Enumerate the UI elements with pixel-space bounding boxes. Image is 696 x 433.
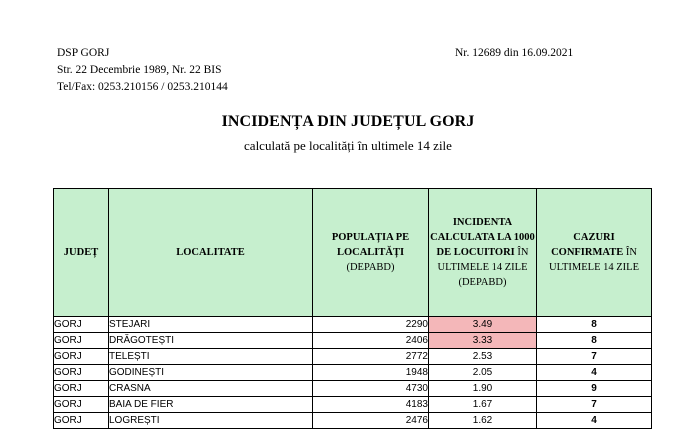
- cases-cell: 4: [537, 365, 652, 381]
- document-reference: Nr. 12689 din 16.09.2021: [455, 47, 574, 59]
- table-body: [54, 317, 652, 429]
- issuer-phone: Tel/Fax: 0253.210156 / 0253.210144: [57, 81, 228, 93]
- county-cell: GORJ: [54, 365, 109, 381]
- locality-cell: LOGREȘTI: [109, 413, 313, 429]
- county-cell: GORJ: [54, 349, 109, 365]
- header-locality: LOCALITATE: [109, 189, 313, 317]
- header-county: JUDEȚ: [54, 189, 109, 317]
- incidence-cell: 1.67: [429, 397, 537, 413]
- population-cell: 2406: [313, 333, 429, 349]
- locality-cell: DRĂGOTEȘTI: [109, 333, 313, 349]
- table-row: [54, 333, 652, 349]
- incidence-cell: 3.49: [429, 317, 537, 333]
- county-cell: GORJ: [54, 333, 109, 349]
- population-cell: 1948: [313, 365, 429, 381]
- incidence-table: [53, 188, 652, 429]
- cases-cell: 8: [537, 317, 652, 333]
- incidence-cell: 2.05: [429, 365, 537, 381]
- population-cell: 4183: [313, 397, 429, 413]
- table-row: [54, 365, 652, 381]
- incidence-cell: 1.62: [429, 413, 537, 429]
- table-row: [54, 317, 652, 333]
- population-cell: 2476: [313, 413, 429, 429]
- population-cell: 4730: [313, 381, 429, 397]
- cases-cell: 7: [537, 397, 652, 413]
- county-cell: GORJ: [54, 317, 109, 333]
- incidence-cell: 3.33: [429, 333, 537, 349]
- locality-cell: STEJARI: [109, 317, 313, 333]
- cases-cell: 9: [537, 381, 652, 397]
- incidence-cell: 2.53: [429, 349, 537, 365]
- population-cell: 2290: [313, 317, 429, 333]
- locality-cell: GODINEȘTI: [109, 365, 313, 381]
- header-population: POPULAȚIA PE LOCALITĂȚI (DEPABD): [313, 189, 429, 317]
- header-cases: CAZURI CONFIRMATE ÎN ULTIMELE 14 ZILE: [537, 189, 652, 317]
- county-cell: GORJ: [54, 381, 109, 397]
- table-row: [54, 381, 652, 397]
- cases-cell: 4: [537, 413, 652, 429]
- table-header-row: [54, 189, 652, 317]
- incidence-cell: 1.90: [429, 381, 537, 397]
- issuer-block: [57, 45, 228, 96]
- locality-cell: BAIA DE FIER: [109, 397, 313, 413]
- issuer-address: Str. 22 Decembrie 1989, Nr. 22 BIS: [57, 64, 222, 76]
- header-incidence: INCIDENTA CALCULATA LA 1000 DE LOCUITORI ÎN ULTIMELE 14 ZILE (DEPABD): [429, 189, 537, 317]
- document-title: INCIDENȚA DIN JUDEȚUL GORJ: [221, 113, 475, 130]
- locality-cell: TELEȘTI: [109, 349, 313, 365]
- population-cell: 2772: [313, 349, 429, 365]
- cases-cell: 7: [537, 349, 652, 365]
- issuer-name: DSP GORJ: [57, 47, 110, 59]
- county-cell: GORJ: [54, 397, 109, 413]
- table-row: [54, 413, 652, 429]
- document-subtitle: calculată pe localități în ultimele 14 zile: [244, 138, 452, 153]
- table-row: [54, 349, 652, 365]
- cases-cell: 8: [537, 333, 652, 349]
- locality-cell: CRASNA: [109, 381, 313, 397]
- table-row: [54, 397, 652, 413]
- county-cell: GORJ: [54, 413, 109, 429]
